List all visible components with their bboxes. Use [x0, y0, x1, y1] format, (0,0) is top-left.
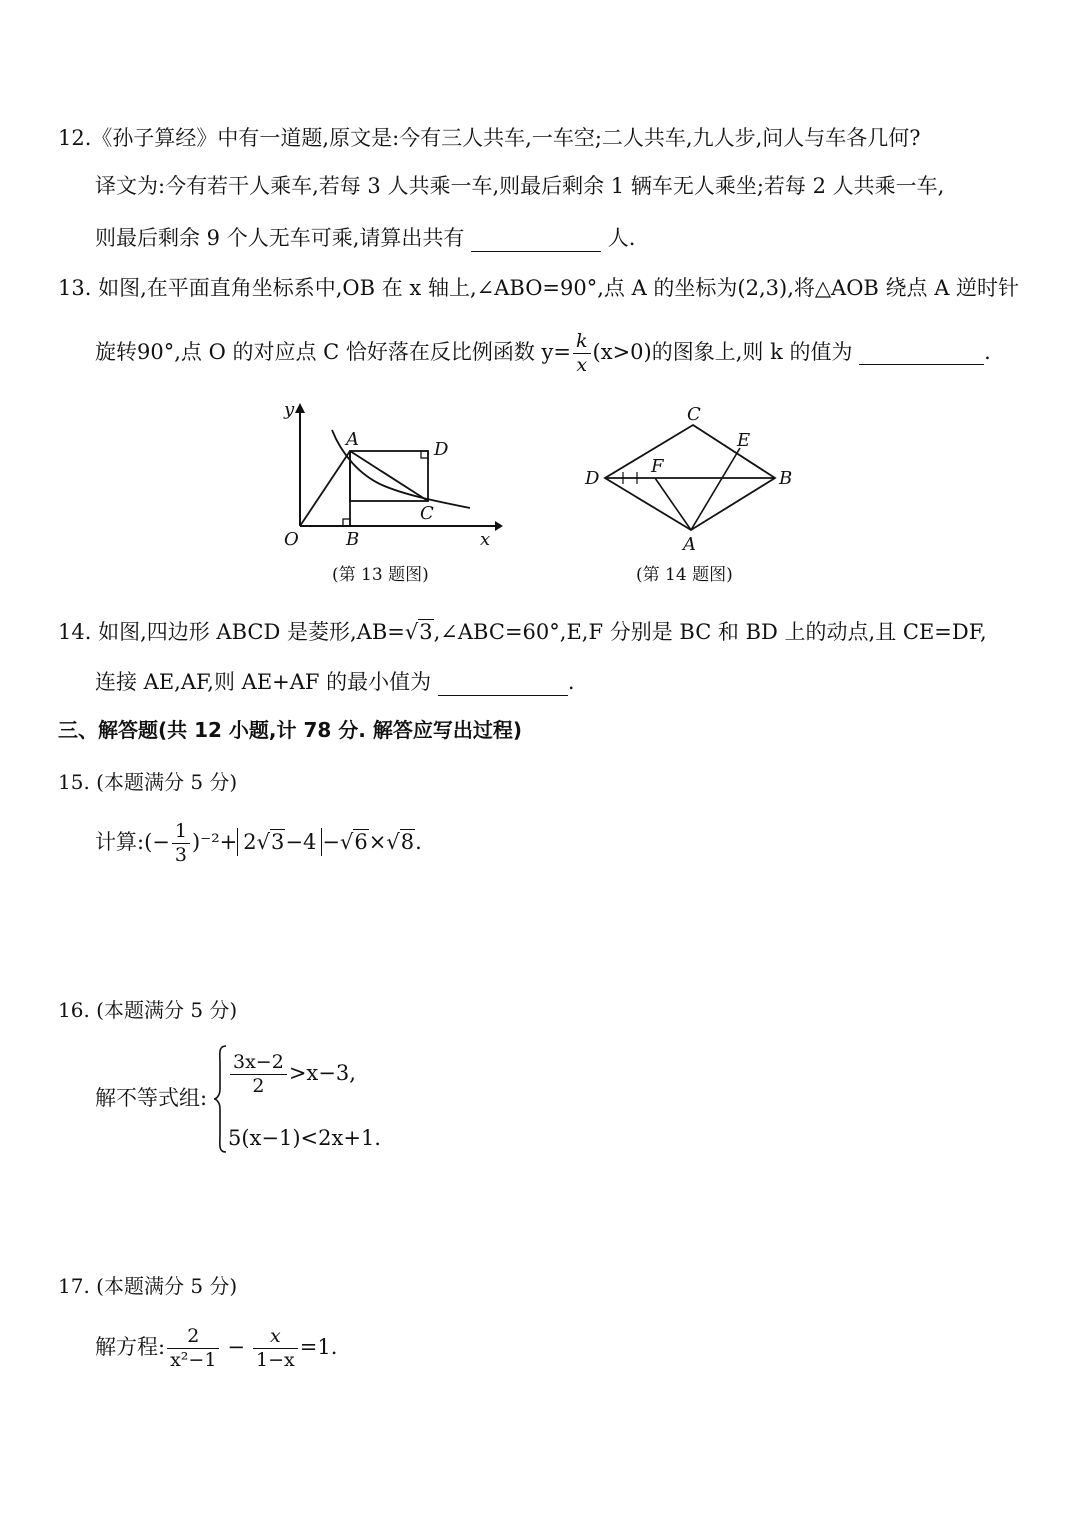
q15-header: 15. (本题满分 5 分) — [58, 770, 238, 794]
q17-prefix: 解方程: — [95, 1335, 166, 1359]
q14-line-1-post: ,∠ABC=60°,E,F 分别是 BC 和 BD 上的动点,且 CE=DF, — [433, 620, 987, 644]
fig14-label-c: C — [687, 404, 701, 425]
q12-line-3 — [95, 224, 635, 252]
fig13-label-c: C — [420, 503, 434, 524]
q14-line-1 — [58, 618, 987, 646]
q16-ineq-1-tail: >x−3, — [288, 1061, 356, 1085]
fig13-caption: (第 13 题图) — [332, 565, 429, 585]
q14-sqrt: √3 — [404, 620, 433, 644]
q16-frac-num: 3x−2 — [230, 1053, 287, 1075]
q13-line-2-text: 旋转90°,点 O 的对应点 C 恰好落在反比例函数 y= — [95, 340, 572, 364]
q15-expression — [95, 814, 422, 870]
q15-abs-tail: −4 — [285, 830, 317, 854]
q17-minus: − — [227, 1335, 246, 1359]
fig13-label-b: B — [346, 529, 360, 550]
figure-13 — [270, 395, 510, 555]
q17-end: =1. — [299, 1335, 338, 1359]
q17-frac-1-den: x²−1 — [170, 1349, 217, 1371]
fig13-right-angle-d — [421, 451, 428, 458]
q16-header: 16. (本题满分 5 分) — [58, 998, 238, 1022]
q13-fraction — [573, 332, 591, 375]
fig14-segment-ae — [691, 448, 740, 530]
fig13-label-x: x — [480, 529, 491, 550]
fig13-segment-ac — [350, 451, 428, 501]
q15-sqrt-6-radicand: 6 — [354, 830, 368, 854]
q17-fraction-1 — [167, 1327, 219, 1370]
q15-abs-sqrt: √3 — [256, 830, 285, 854]
q15-sqrt-8-radicand: 8 — [400, 830, 415, 854]
q16-inequality-1 — [228, 1046, 356, 1100]
fig14-label-a: A — [683, 534, 696, 555]
q15-absolute-value — [237, 828, 322, 856]
q15-prefix: 计算:(− — [95, 830, 170, 854]
q17-frac-1-num: 2 — [167, 1327, 219, 1349]
q15-sqrt-8: √8 — [386, 830, 415, 854]
q15-frac-num: 1 — [172, 822, 190, 844]
q12-line-2: 译文为:今有若干人乘车,若每 3 人共乘一车,则最后剩余 1 辆车无人乘坐;若每 2 人共乘一车, — [95, 174, 945, 198]
q13-line-1: 13. 如图,在平面直角坐标系中,OB 在 x 轴上,∠ABO=90°,点 A 的坐标为(2,3),将△AOB 绕点 A 逆时针 — [58, 276, 1020, 300]
q17-frac-2-den: 1−x — [256, 1349, 295, 1371]
q15-fraction — [172, 822, 190, 865]
q14-line-2-end: . — [567, 670, 575, 694]
q15-abs-coef: 2 — [243, 830, 257, 854]
section-3-title: 三、解答题(共 12 小题,计 78 分. 解答应写出过程) — [58, 718, 522, 742]
q14-line-2 — [95, 668, 575, 696]
q15-sqrt-6: √6 — [339, 830, 368, 854]
q15-end: . — [415, 830, 422, 854]
q12-line-3-end: 人. — [607, 226, 636, 250]
q13-frac-num: k — [573, 332, 591, 354]
q17-fraction-2 — [253, 1327, 298, 1370]
fig13-segment-oa — [300, 451, 350, 526]
q12-line-3-text: 则最后剩余 9 个人无车可乘,请算出共有 — [95, 226, 465, 250]
q15-exponent: )⁻²+ — [191, 830, 238, 854]
q14-line-1-text: 14. 如图,四边形 ABCD 是菱形,AB= — [58, 620, 405, 644]
q13-line-2 — [95, 324, 991, 380]
fig14-segment-af — [655, 478, 691, 530]
q16-frac-den: 2 — [252, 1075, 265, 1097]
q17-frac-2-num: x — [253, 1327, 298, 1349]
q16-prefix: 解不等式组: — [95, 1086, 208, 1110]
q13-line-2-end: . — [984, 340, 991, 364]
fig13-label-a: A — [346, 429, 359, 450]
q14-sqrt-radicand: 3 — [419, 620, 433, 644]
q15-frac-den: 3 — [174, 844, 187, 866]
q12-answer-blank — [471, 229, 601, 252]
fig14-label-b: B — [779, 468, 793, 489]
q16-left-brace — [212, 1044, 228, 1154]
q13-answer-blank — [859, 342, 984, 365]
fig13-label-o: O — [284, 529, 299, 550]
q14-answer-blank — [438, 673, 568, 696]
fig14-label-d: D — [585, 468, 600, 489]
fig13-right-angle-b — [343, 519, 350, 526]
fig13-label-d: D — [434, 439, 449, 460]
q16-fraction — [230, 1053, 287, 1096]
q14-line-2-text: 连接 AE,AF,则 AE+AF 的最小值为 — [95, 670, 432, 694]
q17-header: 17. (本题满分 5 分) — [58, 1274, 238, 1298]
q12-line-1: 12.《孙子算经》中有一道题,原文是:今有三人共车,一车空;二人共车,九人步,问人与车各几何? — [58, 126, 921, 150]
q16-inequality-2: 5(x−1)<2x+1. — [228, 1126, 381, 1150]
fig13-x-arrow — [495, 521, 503, 531]
q13-frac-den: x — [576, 354, 588, 376]
q15-times: × — [368, 830, 387, 854]
fig13-label-y: y — [284, 399, 295, 420]
fig14-caption: (第 14 题图) — [636, 565, 733, 585]
q15-minus: − — [322, 830, 340, 854]
fig14-label-f: F — [651, 456, 664, 477]
q15-abs-radicand: 3 — [271, 830, 285, 854]
fig14-label-e: E — [737, 430, 751, 451]
fig13-y-arrow — [295, 403, 305, 413]
figure-14 — [575, 400, 815, 555]
q13-line-2-post: (x>0)的图象上,则 k 的值为 — [592, 340, 853, 364]
q17-equation — [95, 1318, 337, 1376]
